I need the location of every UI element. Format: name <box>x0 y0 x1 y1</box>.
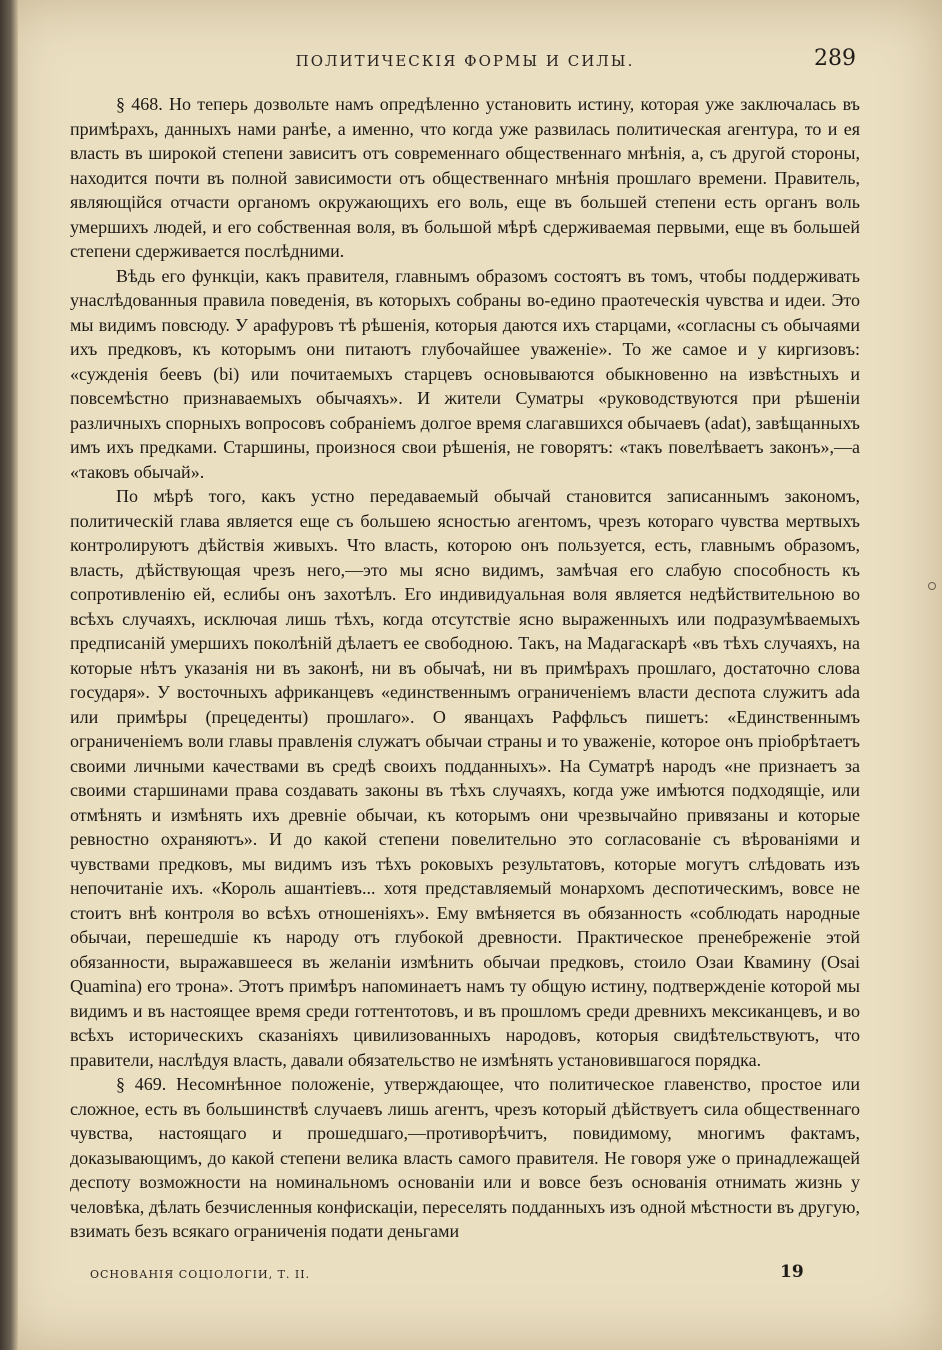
footer-signature: ОСНОВАНІЯ СОЦІОЛОГІИ, Т. II. <box>90 1268 311 1281</box>
book-spine-shadow <box>0 0 18 1350</box>
margin-mark <box>928 582 936 590</box>
paragraph-custom-law: По мѣрѣ того, какъ устно передаваемый обычай становится записаннымъ закономъ, политическій глава является еще съ большею ясностью агентомъ, чрезъ котораго чувства мертвыхъ контролируютъ дѣйствія живыхъ. Что власть, которою онъ пользуется, есть, главнымъ образомъ, власть, дѣйствующая чрезъ него,—это мы ясно видимъ, замѣчая его слабую способность къ сопротивленію ей, еслибы онъ захотѣлъ. Его индивидуальная воля является недѣйствительною во всѣхъ случаяхъ, исключая лишь тѣхъ, когда отсутствіе ясно выраженныхъ или подразумѣваемыхъ предписаній умершихъ поколѣній дѣлаетъ ее свободною. Такъ, на Мадагаскарѣ «въ тѣхъ случаяхъ, на которые нѣтъ указанія ни въ законѣ, ни въ обычаѣ, ни въ примѣрахъ прошлаго, достаточно слова государя». У восточныхъ африканцевъ «единственнымъ ограниченіемъ власти деспота служитъ ada или примѣры (прецеденты) прошлаго». О яванцахъ Раффльсъ пишетъ: «Единственнымъ ограниченіемъ воли главы правленія служатъ обычаи страны и то уваженіе, которое онъ пріобрѣтаетъ своими личными качествами въ средѣ своихъ подданныхъ». На Суматрѣ народъ «не признаетъ за своими старшинами права создавать законы въ тѣхъ случаяхъ, когда уже имѣются подходящіе, или отмѣнять и измѣнять ихъ древніе обычаи, къ которымъ они чрезвычайно привязаны и которые ревностно охраняютъ». И до какой степени повелительно это согласованіе съ вѣрованіями и чувствами предковъ, мы видимъ изъ тѣхъ роковыхъ результатовъ, которые могутъ слѣдовать изъ непочитаніе ихъ. «Король ашантіевъ... хотя представляемый монархомъ деспотическимъ, вовсе не стоитъ внѣ контроля во всѣхъ отношеніяхъ». Ему вмѣняется въ обязанность «соблюдать народные обычаи, перешедшіе къ народу отъ глубокой древности. Практическое пренебреженіе этой обязанности, выражавшееся въ желаніи измѣнить обычаи предковъ, стоило Озаи Квамину (Osai Quamina) его трона». Этотъ примѣръ напоминаетъ намъ ту общую истину, подтвержденіе которой мы видимъ и въ настоящее время среди готтентотовъ, и въ прошломъ среди древнихъ мексиканцевъ, и во всѣхъ историческихъ сказаніяхъ цивилизованныхъ народовъ, которыя свидѣтельствуютъ, что правители, наслѣдуя власть, давали обязательство не измѣнять установившагося порядка. <box>70 486 860 1070</box>
running-title: ПОЛИТИЧЕСКІЯ ФОРМЫ И СИЛЫ. <box>295 52 635 70</box>
paragraph-469: § 469. Несомнѣнное положеніе, утверждающее, что политическое главенство, простое или сложное, есть въ большинствѣ случаевъ лишь агентъ, чрезъ который дѣйствуетъ сила общественнаго чувства, настоящаго и прошедшаго,—противорѣчитъ, повидимому, многимъ фактамъ, доказывающимъ, до какой степени велика власть самого правителя. Не говоря уже о принадлежащей деспоту возможности на номинальномъ основаніи или и вовсе безъ основанія отнимать жизнь у человѣка, дѣлать безчисленныя конфискаціи, переселять подданныхъ изъ одной мѣстности въ другую, взимать безъ всякаго ограниченія подати деньгами <box>70 1074 860 1241</box>
body-text <box>70 92 860 1244</box>
paragraph-functions: Вѣдь его функціи, какъ правителя, главнымъ образомъ состоятъ въ томъ, чтобы поддерживать унаслѣдованныя правила поведенія, въ которыхъ собраны во-едино праотеческія чувства и идеи. Это мы видимъ повсюду. У арафуровъ тѣ рѣшенія, которыя даются ихъ старцами, «согласны съ обычаями ихъ предковъ, къ которымъ они питаютъ глубочайшее уваженіе». То же самое и у киргизовъ: «сужденія беевъ (bi) или почитаемыхъ старцевъ основываются обыкновенно на извѣстныхъ и повсемѣстно признаваемыхъ обычаяхъ». И жители Суматры «руководствуются при рѣшеніи различныхъ спорныхъ вопросовъ собраніемъ долгое время слагавшихся обычаевъ (adat), завѣщанныхъ имъ ихъ предками. Старшины, произнося свои рѣшенія, не говорятъ: «такъ повелѣваетъ законъ»,—а «таковъ обычай». <box>70 265 860 482</box>
paragraph-468: § 468. Но теперь дозвольте намъ опредѣленно установить истину, которая уже заключалась въ примѣрахъ, данныхъ нами ранѣе, а именно, что когда уже развилась политическая агентура, то и ея власть въ широкой степени зависитъ отъ современнаго общественнаго мнѣнія, а, съ другой стороны, находится почти въ полной зависимости отъ общественнаго мнѣнія прошлаго времени. Правитель, являющійся отчасти органомъ окружающихъ его воль, еще въ большей степени есть органъ воль умершихъ людей, и его собственная воля, въ большой мѣрѣ сдерживаемая первыми, еще въ большей степени сдерживается послѣдними. <box>70 94 860 261</box>
sheet-number: 19 <box>780 1262 804 1282</box>
running-header <box>70 44 860 80</box>
page-number: 289 <box>814 46 856 71</box>
